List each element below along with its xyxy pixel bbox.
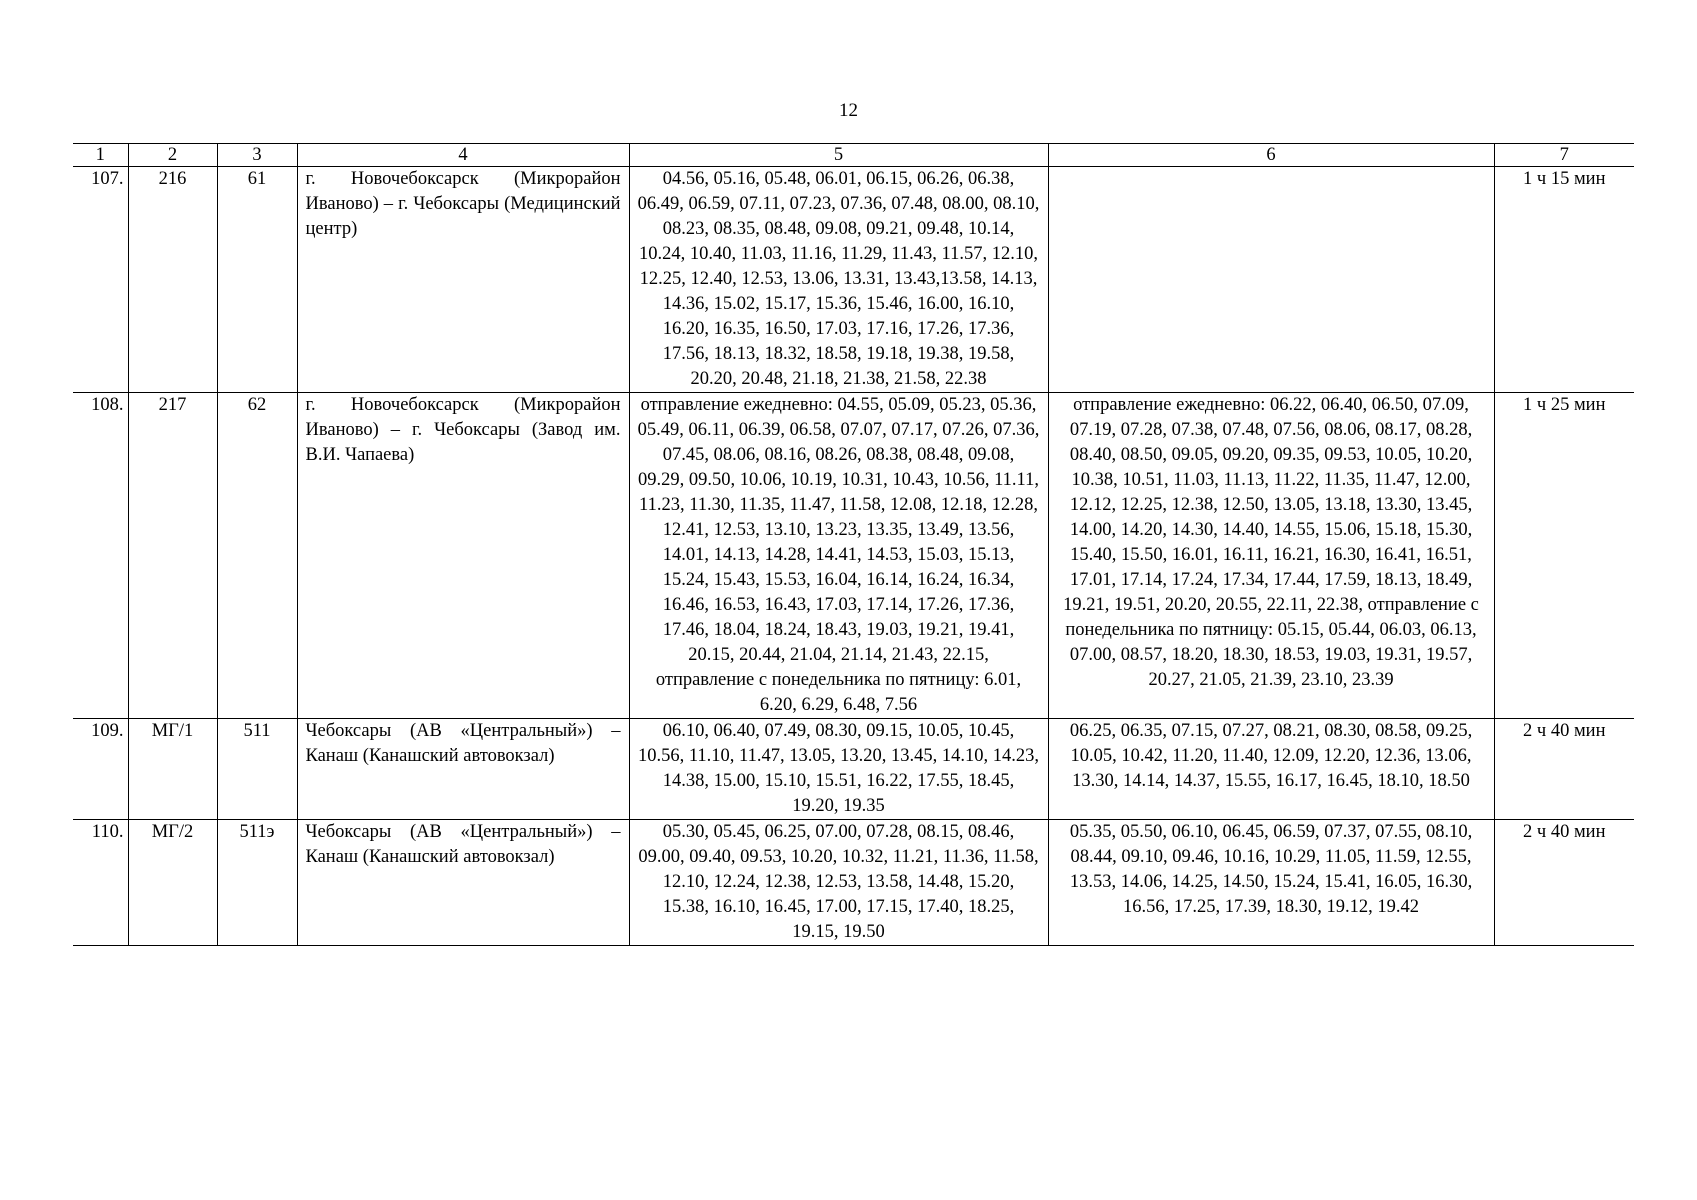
departures-backward: 06.25, 06.35, 07.15, 07.27, 08.21, 08.30, 08.58, 09.25, 10.05, 10.42, 11.20, 11.40, 12.09, 12.20, 12.36, 13.06, 13.30, 14.14, 14.37, 15.55, 16.17, 16.45, 18.10, 18.50 (1048, 719, 1494, 820)
table-row (73, 719, 1634, 820)
column-header: 7 (1494, 144, 1634, 167)
route-name: Чебоксары (АВ «Центральный») – Канаш (Канашский автовокзал) (297, 719, 629, 820)
route-name: г. Новочебоксарск (Микрорайон Иваново) – г. Чебоксары (Медицинский центр) (297, 167, 629, 393)
travel-duration: 2 ч 40 мин (1494, 820, 1634, 946)
route-reg-number: МГ/1 (128, 719, 217, 820)
travel-duration: 1 ч 25 мин (1494, 393, 1634, 719)
departures-forward: 04.56, 05.16, 05.48, 06.01, 06.15, 06.26, 06.38, 06.49, 06.59, 07.11, 07.23, 07.36, 07.48, 08.00, 08.10, 08.23, 08.35, 08.48, 09.08, 09.21, 09.48, 10.14, 10.24, 10.40, 11.03, 11.16, 11.29, 11.43, 11.57, 12.10, 12.25, 12.40, 12.53, 13.06, 13.31, 13.43,13.58, 14.13, 14.36, 15.02, 15.17, 15.36, 15.46, 16.00, 16.10, 16.20, 16.35, 16.50, 17.03, 17.16, 17.26, 17.36, 17.56, 18.13, 18.32, 18.58, 19.18, 19.38, 19.58, 20.20, 20.48, 21.18, 21.38, 21.58, 22.38 (629, 167, 1048, 393)
route-reg-number: МГ/2 (128, 820, 217, 946)
route-number: 61 (217, 167, 297, 393)
route-reg-number: 216 (128, 167, 217, 393)
row-index: 107. (73, 167, 128, 393)
table-row (73, 820, 1634, 946)
route-name: г. Новочебоксарск (Микрорайон Иваново) – г. Чебоксары (Завод им. В.И. Чапаева) (297, 393, 629, 719)
page-number: 12 (839, 100, 858, 121)
table-row (73, 393, 1634, 719)
route-reg-number: 217 (128, 393, 217, 719)
departures-backward: 05.35, 05.50, 06.10, 06.45, 06.59, 07.37, 07.55, 08.10, 08.44, 09.10, 09.46, 10.16, 10.29, 11.05, 11.59, 12.55, 13.53, 14.06, 14.25, 14.50, 15.24, 15.41, 16.05, 16.30, 16.56, 17.25, 17.39, 18.30, 19.12, 19.42 (1048, 820, 1494, 946)
travel-duration: 1 ч 15 мин (1494, 167, 1634, 393)
departures-forward: 05.30, 05.45, 06.25, 07.00, 07.28, 08.15, 08.46, 09.00, 09.40, 09.53, 10.20, 10.32, 11.21, 11.36, 11.58, 12.10, 12.24, 12.38, 12.53, 13.58, 14.48, 15.20, 15.38, 16.10, 16.45, 17.00, 17.15, 17.40, 18.25, 19.15, 19.50 (629, 820, 1048, 946)
route-number: 511 (217, 719, 297, 820)
row-index: 110. (73, 820, 128, 946)
travel-duration: 2 ч 40 мин (1494, 719, 1634, 820)
column-header: 4 (297, 144, 629, 167)
route-number: 511э (217, 820, 297, 946)
table-header-row (73, 144, 1634, 167)
departures-forward: отправление ежедневно: 04.55, 05.09, 05.23, 05.36, 05.49, 06.11, 06.39, 06.58, 07.07, 07.17, 07.26, 07.36, 07.45, 08.06, 08.16, 08.26, 08.38, 08.48, 09.08, 09.29, 09.50, 10.06, 10.19, 10.31, 10.43, 10.56, 11.11, 11.23, 11.30, 11.35, 11.47, 11.58, 12.08, 12.18, 12.28, 12.41, 12.53, 13.10, 13.23, 13.35, 13.49, 13.56, 14.01, 14.13, 14.28, 14.41, 14.53, 15.03, 15.13, 15.24, 15.43, 15.53, 16.04, 16.14, 16.24, 16.34, 16.46, 16.53, 16.43, 17.03, 17.14, 17.26, 17.36, 17.46, 18.04, 18.24, 18.43, 19.03, 19.21, 19.41, 20.15, 20.44, 21.04, 21.14, 21.43, 22.15, отправление с понедельника по пятницу: 6.01, 6.20, 6.29, 6.48, 7.56 (629, 393, 1048, 719)
route-name: Чебоксары (АВ «Центральный») – Канаш (Канашский автовокзал) (297, 820, 629, 946)
column-header: 6 (1048, 144, 1494, 167)
departures-forward: 06.10, 06.40, 07.49, 08.30, 09.15, 10.05, 10.45, 10.56, 11.10, 11.47, 13.05, 13.20, 13.45, 14.10, 14.23, 14.38, 15.00, 15.10, 15.51, 16.22, 17.55, 18.45, 19.20, 19.35 (629, 719, 1048, 820)
column-header: 1 (73, 144, 128, 167)
column-header: 5 (629, 144, 1048, 167)
column-header: 3 (217, 144, 297, 167)
departures-backward (1048, 167, 1494, 393)
table-row (73, 167, 1634, 393)
schedule-table (73, 143, 1634, 946)
departures-backward: отправление ежедневно: 06.22, 06.40, 06.50, 07.09, 07.19, 07.28, 07.38, 07.48, 07.56, 08.06, 08.17, 08.28, 08.40, 08.50, 09.05, 09.20, 09.35, 09.53, 10.05, 10.20, 10.38, 10.51, 11.03, 11.13, 11.22, 11.35, 11.47, 12.00, 12.12, 12.25, 12.38, 12.50, 13.05, 13.18, 13.30, 13.45, 14.00, 14.20, 14.30, 14.40, 14.55, 15.06, 15.18, 15.30, 15.40, 15.50, 16.01, 16.11, 16.21, 16.30, 16.41, 16.51, 17.01, 17.14, 17.24, 17.34, 17.44, 17.59, 18.13, 18.49, 19.21, 19.51, 20.20, 20.55, 22.11, 22.38, отправление с понедельника по пятницу: 05.15, 05.44, 06.03, 06.13, 07.00, 08.57, 18.20, 18.30, 18.53, 19.03, 19.31, 19.57, 20.27, 21.05, 21.39, 23.10, 23.39 (1048, 393, 1494, 719)
column-header: 2 (128, 144, 217, 167)
route-number: 62 (217, 393, 297, 719)
row-index: 108. (73, 393, 128, 719)
row-index: 109. (73, 719, 128, 820)
